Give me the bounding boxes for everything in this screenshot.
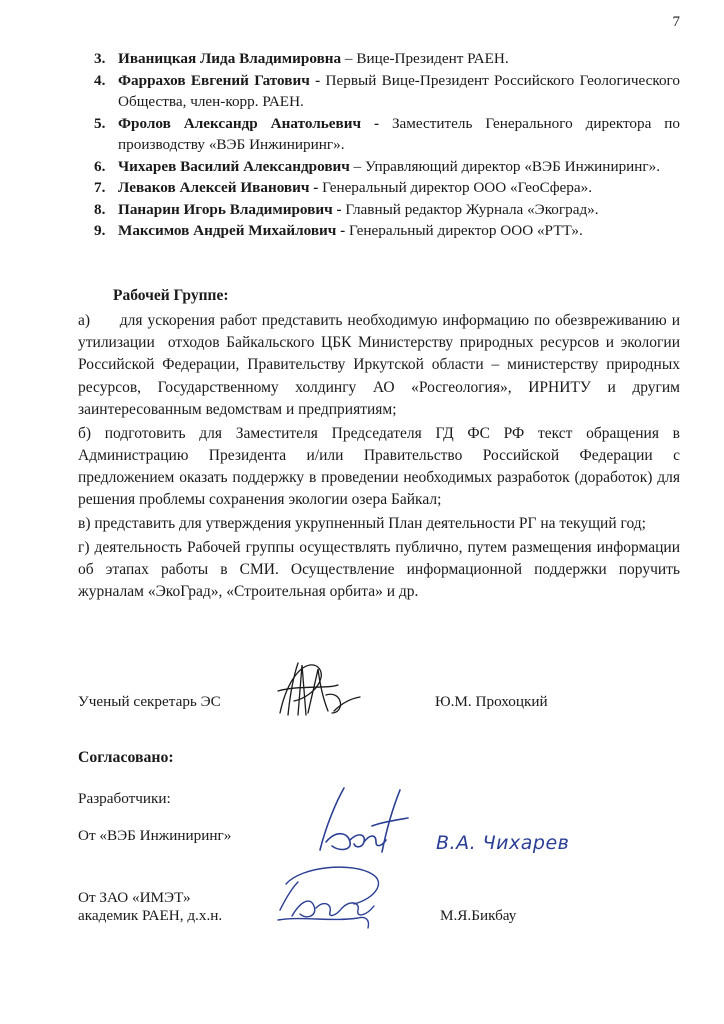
member-name: Фаррахов Евгений Гатович - bbox=[118, 71, 321, 89]
working-group-instructions bbox=[78, 310, 684, 605]
imet-label: От ЗАО «ИМЭТ» bbox=[78, 889, 191, 906]
member-list bbox=[94, 48, 680, 242]
member-number: 5. bbox=[94, 114, 106, 132]
member-item bbox=[94, 48, 680, 70]
imet-name: М.Я.Бикбау bbox=[440, 907, 517, 924]
member-number: 8. bbox=[94, 200, 106, 218]
member-number: 3. bbox=[94, 50, 106, 67]
member-name: Леваков Алексей Иванович - bbox=[118, 179, 319, 196]
member-item bbox=[94, 220, 680, 242]
member-name: Иваницкая Лида Владимировна bbox=[118, 50, 342, 67]
veb-handwritten-name: В.А. Чихарев bbox=[436, 832, 570, 854]
member-separator: – bbox=[349, 157, 366, 175]
member-separator: – bbox=[341, 50, 357, 67]
member-number: 7. bbox=[94, 179, 106, 196]
member-separator bbox=[379, 115, 392, 132]
member-item bbox=[94, 113, 680, 156]
member-role: Генеральный директор ООО «РТТ». bbox=[349, 222, 583, 239]
approved-heading: Согласовано: bbox=[78, 749, 174, 766]
member-role: Вице-Президент РАЕН. bbox=[356, 50, 509, 67]
instruction-paragraph-d: г) деятельность Рабочей группы осуществлять публично, путем размещения информации об этапах работы в СМИ. Осуществление информационной поддержки поручить журналам «ЭкоГрад», «Строительная орбита» и др. bbox=[78, 538, 680, 600]
member-item bbox=[94, 199, 680, 221]
imet-title: академик РАЕН, д.х.н. bbox=[78, 907, 223, 924]
member-name: Чихарев Василий Александрович bbox=[118, 157, 350, 175]
member-number: 9. bbox=[94, 222, 106, 239]
veb-signature bbox=[312, 782, 412, 862]
secretary-title: Ученый секретарь ЭС bbox=[78, 693, 221, 710]
member-item bbox=[94, 70, 680, 113]
member-number: 6. bbox=[94, 157, 106, 175]
member-item bbox=[94, 177, 680, 199]
veb-engineering-label: От «ВЭБ Инжиниринг» bbox=[78, 827, 232, 844]
member-item bbox=[94, 156, 680, 178]
instruction-paragraph-c: в) представить для утверждения укрупненный План деятельности РГ на текущий год; bbox=[78, 514, 646, 532]
member-role: Генеральный директор ООО «ГеоСфера». bbox=[322, 179, 593, 196]
member-role: Управляющий директор «ВЭБ Инжиниринг». bbox=[365, 157, 661, 175]
secretary-signature bbox=[268, 655, 368, 730]
member-name: Панарин Игорь Владимирович - bbox=[118, 200, 342, 218]
instruction-paragraph-a: а) для ускорения работ представить необходимую информацию по обезвреживанию и утилизации отходов Байкальского ЦБК Министерству природных ресурсов и экологии Российской Федерации, Правительству Иркутской области – министерству природных ресурсов, Государственному холдингу АО «Росгеология», ИРНИТУ и другим заинтересованным ведомствам и предприятиям; bbox=[78, 312, 684, 418]
secretary-name: Ю.М. Прохоцкий bbox=[435, 693, 548, 710]
page-number: 7 bbox=[672, 14, 680, 30]
working-group-heading: Рабочей Группе: bbox=[113, 287, 229, 304]
member-role: Заместитель Генерального директора по производству «ВЭБ Инжиниринг». bbox=[118, 114, 681, 153]
member-number: 4. bbox=[94, 71, 106, 89]
member-name: Максимов Андрей Михайлович - bbox=[118, 222, 346, 239]
imet-signature bbox=[262, 858, 392, 938]
member-name: Фролов Александр Анатольевич - bbox=[118, 114, 380, 132]
developers-label: Разработчики: bbox=[78, 790, 171, 807]
member-role: Главный редактор Журнала «Экоград». bbox=[345, 200, 599, 218]
instruction-paragraph-b: б) подготовить для Заместителя Председателя ГД ФС РФ текст обращения в Администрацию Президента и/или Правительство Российской Федерации с предложением оказать поддержку в проведении необходимых разработок (доработок) для решения проблемы сохранения экологии озера Байкал; bbox=[78, 424, 680, 509]
member-role: Первый Вице-Президент Российского Геологического Общества, член-корр. РАЕН. bbox=[118, 71, 680, 110]
